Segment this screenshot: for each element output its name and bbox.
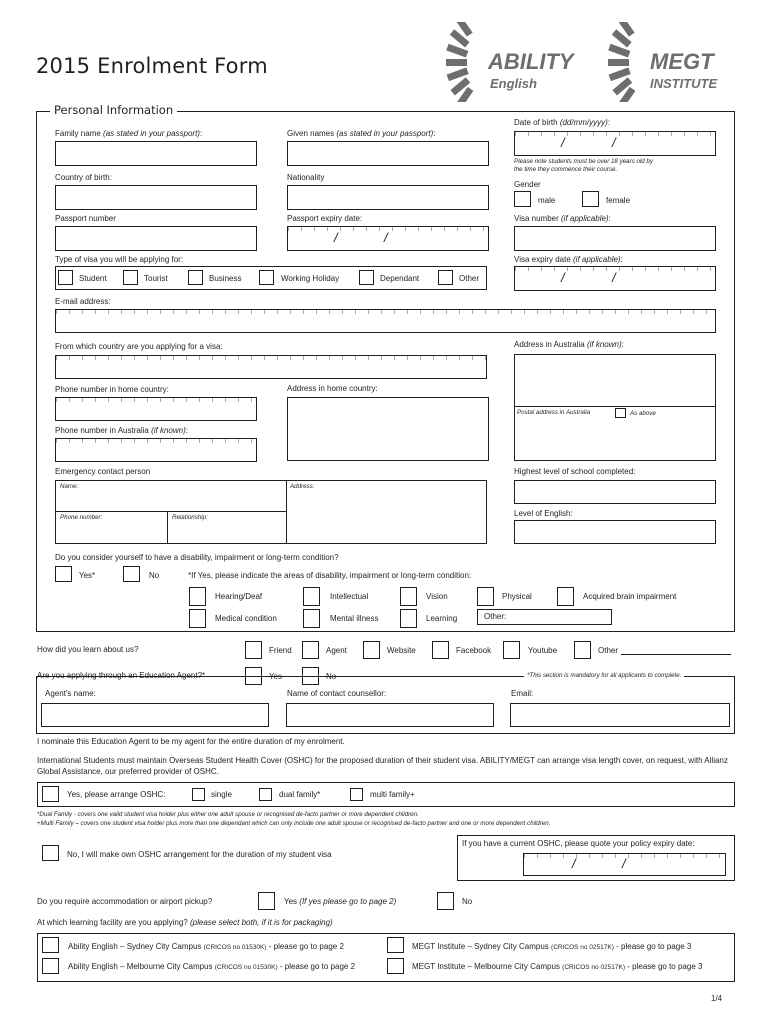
vision-checkbox[interactable]	[400, 587, 417, 606]
visa-other-label: Other	[459, 274, 480, 283]
physical-checkbox[interactable]	[477, 587, 494, 606]
facility-box	[37, 933, 735, 982]
as-above-checkbox[interactable]	[615, 408, 626, 418]
hearing-checkbox[interactable]	[189, 587, 206, 606]
country-of-birth-field[interactable]	[55, 185, 257, 210]
email-label: E-mail address:	[55, 297, 111, 306]
accommodation-question: Do you require accommodation or airport pickup?	[37, 897, 213, 906]
dob-age-note: Please note students must be over 18 years old by	[514, 158, 653, 165]
learn-agent-label: Agent	[326, 646, 347, 655]
visa-working-holiday-label: Working Holiday	[281, 274, 340, 283]
agent-email-field[interactable]	[510, 703, 730, 727]
oshc-single-label: single	[211, 790, 232, 799]
facility-ability-sydney-label: Ability English – Sydney City Campus (CRICOS no 01530K) - please go to page 2	[68, 942, 344, 951]
vision-label: Vision	[426, 592, 448, 601]
facility-question: At which learning facility are you applying? (please select both, if it is for packaging)	[37, 918, 333, 927]
intellectual-label: Intellectual	[330, 592, 369, 601]
agent-frame-gap	[242, 671, 354, 681]
disability-note: *If Yes, please indicate the areas of disability, impairment or long-term condition:	[188, 571, 472, 580]
as-above-label: As above	[630, 410, 656, 417]
page-number: 1/4	[711, 994, 723, 1003]
hearing-label: Hearing/Deaf	[215, 592, 263, 601]
passport-number-field[interactable]	[55, 226, 257, 251]
from-country-label: From which country are you applying for a visa:	[55, 342, 223, 351]
visa-business-checkbox[interactable]	[188, 270, 203, 285]
personal-information-title: Personal Information	[50, 103, 177, 117]
passport-expiry-slash: /	[334, 230, 338, 245]
visa-tourist-label: Tourist	[144, 274, 168, 283]
agent-no-label: No	[326, 672, 337, 681]
emergency-contact-label: Emergency contact person	[55, 467, 151, 476]
visa-number-field[interactable]	[514, 226, 716, 251]
disability-other-label: Other:	[484, 612, 507, 621]
facility-ability-melbourne-label: Ability English – Melbourne City Campus (CRICOS no 01530K) - please go to page 2	[68, 962, 356, 971]
counsellor-field[interactable]	[286, 703, 494, 727]
nationality-label: Nationality	[287, 173, 325, 182]
oshc-dual-label: dual family*	[279, 790, 321, 799]
learn-facebook-checkbox[interactable]	[432, 641, 449, 659]
brain-impairment-label: Acquired brain impairment	[583, 592, 677, 601]
page-title: 2015 Enrolment Form	[36, 54, 268, 78]
oshc-intro: International Students must maintain Overseas Student Health Cover (OSHC) for the proposed duration of their student visa. ABILITY/MEGT can arrange visa length cover, on request, with Allianz Global Assistance, our preferred provider of OSHC.	[37, 756, 728, 776]
megt-logo-sub: INSTITUTE	[650, 76, 718, 91]
female-checkbox[interactable]	[582, 191, 599, 207]
mental-illness-label: Mental illness	[330, 614, 379, 623]
male-checkbox[interactable]	[514, 191, 531, 207]
passport-expiry-slash: /	[384, 230, 388, 245]
family-name-field[interactable]	[55, 141, 257, 166]
learn-other-line[interactable]	[621, 654, 731, 655]
family-name-label: Family name (as stated in your passport):	[55, 129, 203, 138]
counsellor-label: Name of contact counsellor:	[287, 689, 387, 698]
learn-friend-label: Friend	[269, 646, 292, 655]
learn-other-label: Other	[598, 646, 619, 655]
female-label: female	[606, 196, 631, 205]
emergency-address-field[interactable]: Address:	[290, 483, 315, 490]
dob-label: Date of birth (dd/mm/yyyy):	[514, 118, 611, 127]
disability-yes-label: Yes*	[79, 571, 96, 580]
ability-logo-mark-icon	[444, 22, 490, 102]
given-names-field[interactable]	[287, 141, 489, 166]
learn-agent-checkbox[interactable]	[302, 641, 319, 659]
oshc-multi-checkbox[interactable]	[350, 788, 363, 801]
country-of-birth-label: Country of birth:	[55, 173, 112, 182]
accommodation-yes-label: Yes (If yes please go to page 2)	[284, 897, 397, 906]
learn-facebook-label: Facebook	[456, 646, 492, 655]
oshc-expiry-slash: /	[572, 856, 576, 871]
learn-friend-checkbox[interactable]	[245, 641, 262, 659]
agent-mandatory-note: *This section is mandatory for all applicants to complete.	[524, 672, 684, 679]
learn-website-checkbox[interactable]	[363, 641, 380, 659]
learn-other-checkbox[interactable]	[574, 641, 591, 659]
school-field[interactable]	[514, 480, 716, 504]
physical-label: Physical	[502, 592, 532, 601]
accommodation-yes-checkbox[interactable]	[258, 892, 275, 910]
agent-yes-label: Yes	[269, 672, 283, 681]
medical-checkbox[interactable]	[189, 609, 206, 628]
visa-other-checkbox[interactable]	[438, 270, 453, 285]
address-home-label: Address in home country:	[287, 384, 378, 393]
agent-email-label: Email:	[511, 689, 534, 698]
nationality-field[interactable]	[287, 185, 489, 210]
visa-student-label: Student	[79, 274, 107, 283]
oshc-multi-note: +Multi Family – covers one student visa holder plus more than one dependant which can only include one adult spouse or recognised de-facto partner and one or more dependent children.	[37, 820, 551, 827]
megt-logo-mark-icon	[606, 22, 652, 102]
visa-number-label: Visa number (if applicable):	[514, 214, 611, 223]
learn-website-label: Website	[387, 646, 416, 655]
emergency-name-field[interactable]: Name:	[60, 483, 79, 490]
address-home-field[interactable]	[287, 397, 489, 461]
passport-number-label: Passport number	[55, 214, 116, 223]
facility-megt-sydney-checkbox[interactable]	[387, 937, 404, 953]
learn-youtube-label: Youtube	[528, 646, 558, 655]
emergency-contact-box	[55, 480, 487, 544]
intellectual-checkbox[interactable]	[303, 587, 320, 606]
oshc-single-checkbox[interactable]	[192, 788, 205, 801]
facility-megt-melbourne-checkbox[interactable]	[387, 958, 404, 974]
disability-question: Do you consider yourself to have a disability, impairment or long-term condition?	[55, 553, 339, 562]
agent-nominate-text: I nominate this Education Agent to be my agent for the entire duration of my enrolment.	[37, 737, 345, 746]
male-label: male	[538, 196, 556, 205]
dob-slash: /	[561, 135, 565, 150]
visa-type-label: Type of visa you will be applying for:	[55, 255, 184, 264]
visa-dependant-label: Dependant	[380, 274, 420, 283]
learning-checkbox[interactable]	[400, 609, 417, 628]
emergency-phone-field[interactable]: Phone number:	[60, 514, 103, 521]
ability-logo-name: ABILITY	[488, 49, 574, 74]
learn-question: How did you learn about us?	[37, 645, 139, 654]
visa-business-label: Business	[209, 274, 242, 283]
phone-home-label: Phone number in home country:	[55, 385, 169, 394]
postal-address-label: Postal address in Australia	[517, 409, 591, 416]
oshc-arrange-label: Yes, please arrange OSHC:	[67, 790, 166, 799]
emergency-divider	[286, 480, 287, 544]
oshc-multi-label: multi family+	[370, 790, 415, 799]
english-level-label: Level of English:	[514, 509, 573, 518]
given-names-label: Given names (as stated in your passport):	[287, 129, 436, 138]
visa-expiry-slash: /	[561, 270, 565, 285]
disability-yes-checkbox[interactable]	[55, 566, 72, 582]
medical-label: Medical condition	[215, 614, 277, 623]
oshc-expiry-slash: /	[622, 856, 626, 871]
oshc-own-label: No, I will make own OSHC arrangement for the duration of my student visa	[67, 850, 332, 859]
passport-expiry-field[interactable]	[287, 226, 489, 251]
visa-working-holiday-checkbox[interactable]	[259, 270, 274, 285]
visa-dependant-checkbox[interactable]	[359, 270, 374, 285]
facility-megt-melbourne-label: MEGT Institute – Melbourne City Campus (CRICOS no 02517K) - please go to page 3	[412, 962, 703, 971]
oshc-dual-checkbox[interactable]	[259, 788, 272, 801]
emergency-divider	[167, 511, 168, 544]
emergency-relationship-field[interactable]: Relationship:	[172, 514, 208, 521]
phone-australia-label: Phone number in Australia (if known):	[55, 426, 188, 435]
agent-question: Are you applying through an Education Agent?*	[37, 671, 206, 680]
accommodation-no-checkbox[interactable]	[437, 892, 454, 910]
oshc-arrange-checkbox[interactable]	[42, 786, 59, 802]
facility-ability-melbourne-checkbox[interactable]	[42, 958, 59, 974]
from-country-field[interactable]	[55, 355, 487, 379]
oshc-own-checkbox[interactable]	[42, 845, 59, 861]
disability-no-label: No	[149, 571, 160, 580]
address-australia-label: Address in Australia (if known):	[514, 340, 624, 349]
brain-impairment-checkbox[interactable]	[557, 587, 574, 606]
disability-no-checkbox[interactable]	[123, 566, 140, 582]
gender-label: Gender	[514, 180, 541, 189]
facility-ability-sydney-checkbox[interactable]	[42, 937, 59, 953]
phone-home-field[interactable]	[55, 397, 257, 421]
phone-australia-field[interactable]	[55, 438, 257, 462]
accommodation-no-label: No	[462, 897, 473, 906]
email-field[interactable]	[55, 309, 716, 333]
english-level-field[interactable]	[514, 520, 716, 544]
passport-expiry-label: Passport expiry date:	[287, 214, 363, 223]
agent-name-label: Agent's name:	[45, 689, 96, 698]
learn-youtube-checkbox[interactable]	[503, 641, 520, 659]
postal-divider	[514, 406, 716, 407]
dob-slash: /	[612, 135, 616, 150]
ability-english-logo	[444, 22, 584, 102]
emergency-divider	[55, 511, 286, 512]
agent-name-field[interactable]	[41, 703, 269, 727]
visa-expiry-slash: /	[612, 270, 616, 285]
visa-expiry-label: Visa expiry date (if applicable):	[514, 255, 623, 264]
school-label: Highest level of school completed:	[514, 467, 636, 476]
facility-megt-sydney-label: MEGT Institute – Sydney City Campus (CRICOS no 02517K) - please go to page 3	[412, 942, 692, 951]
megt-logo-name: MEGT	[650, 49, 714, 74]
visa-tourist-checkbox[interactable]	[123, 270, 138, 285]
mental-illness-checkbox[interactable]	[303, 609, 320, 628]
oshc-dual-note: *Dual Family - covers one valid student visa holder plus either one adult spouse or recognised de-facto partner or more dependent children.	[37, 811, 419, 818]
ability-logo-sub: English	[490, 76, 537, 91]
megt-institute-logo	[606, 22, 746, 102]
visa-student-checkbox[interactable]	[58, 270, 73, 285]
dob-age-note-2: the time they commence their course.	[514, 166, 618, 173]
learning-label: Learning	[426, 614, 458, 623]
oshc-current-label: If you have a current OSHC, please quote your policy expiry date:	[462, 839, 695, 848]
